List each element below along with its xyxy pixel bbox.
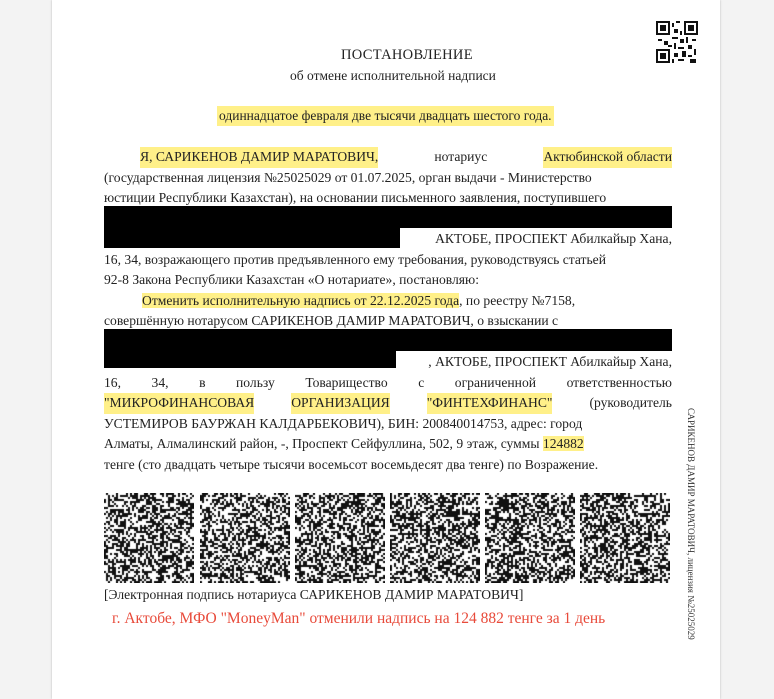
p2-line-5: "МИКРОФИНАНСОВАЯ ОРГАНИЗАЦИЯ "ФИНТЕХФИНАНС" (руководитель	[104, 393, 672, 414]
document-page	[52, 0, 720, 699]
p1-line-3: юстиции Республики Казахстан), на основании письменного заявления, поступившего	[104, 190, 607, 205]
news-caption: г. Актобе, МФО "MoneyMan" отменили надпись на 124 882 тенге за 1 день	[112, 610, 606, 627]
redacted-block	[104, 329, 672, 351]
signature-code-block	[295, 493, 385, 583]
signature-code-block	[390, 493, 480, 583]
region: Актюбинской области	[543, 147, 672, 168]
amount: 124882	[542, 436, 584, 451]
p2-line-7: Алматы, Алмалинский район, -, Проспект Сейфуллина, 502, 9 этаж, суммы 124882	[104, 436, 584, 451]
p2-line-6: УСТЕМИРОВ БАУРЖАН КАЛДАРБЕКОВИЧ), БИН: 200840014753, адрес: город	[104, 415, 583, 431]
qr-code-icon	[656, 21, 698, 63]
p1-line-2: (государственная лицензия №25025029 от 01.07.2025, орган выдачи - Министерство	[104, 169, 592, 185]
signature-code-block	[485, 493, 575, 583]
p1-line-5: 16, 34, возражающего против предъявленного ему требования, руководствуясь статьей	[104, 251, 606, 267]
redacted-block	[104, 351, 396, 368]
document-title: ПОСТАНОВЛЕНИЕ	[341, 47, 473, 63]
notary-name: Я, САРИКЕНОВ ДАМИР МАРАТОВИЧ,	[140, 147, 378, 168]
p1-line-6: 92-8 Закона Республики Казахстан «О нотариате», постановляю:	[104, 272, 479, 287]
p2-line-4: 16, 34, в пользу Товарищество с ограниченной ответственностью	[104, 374, 672, 390]
signature-code-block	[104, 493, 194, 583]
document-subtitle: об отмене исполнительной надписи	[290, 68, 496, 83]
creditor-name-1: "МИКРОФИНАНСОВАЯ	[104, 393, 254, 414]
p1-line-1: Я, САРИКЕНОВ ДАМИР МАРАТОВИЧ, нотариус Актюбинской области	[104, 147, 672, 168]
p2-line-2: совершённую нотарусом САРИКЕНОВ ДАМИР МАРАТОВИЧ, о взыскании с	[104, 313, 559, 328]
creditor-name-2: ОРГАНИЗАЦИЯ	[291, 393, 390, 414]
p1-line-4: АКТОБЕ, ПРОСПЕКТ Абилкайыр Хана,	[435, 231, 672, 246]
side-stamp-text: САРИКЕНОВ ДАМИР МАРАТОВИЧ, лицензия №25025029	[686, 408, 696, 640]
signature-code-block	[200, 493, 290, 583]
redacted-block	[104, 206, 672, 228]
date-line: одиннадцатое февраля две тысячи двадцать шестого года.	[217, 106, 554, 126]
p2-line-3: , АКТОБЕ, ПРОСПЕКТ Абилкайыр Хана,	[428, 354, 672, 369]
p2-line-1: Отменить исполнительную надпись от 22.12.2025 года, по реестру №7158,	[142, 292, 576, 308]
p2-line-8: тенге (сто двадцать четыре тысячи восемьсот восемьдесят два тенге) по Возражение.	[104, 456, 599, 472]
creditor-name-3: "ФИНТЕХФИНАНС"	[427, 393, 553, 414]
cancel-statement: Отменить исполнительную надпись от 22.12.2025 года	[142, 292, 460, 308]
signature-code-block	[580, 493, 670, 583]
signature-line: [Электронная подпись нотариуса САРИКЕНОВ ДАМИР МАРАТОВИЧ]	[104, 587, 524, 602]
redacted-block	[104, 228, 400, 248]
